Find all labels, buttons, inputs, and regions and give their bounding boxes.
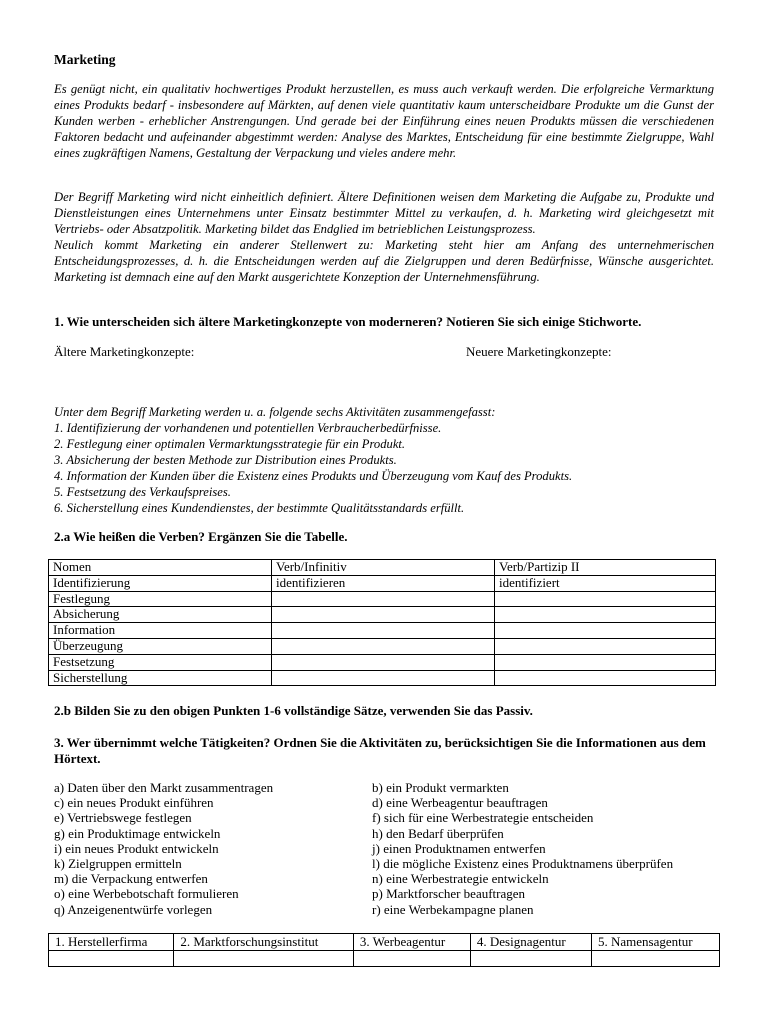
task-row <box>54 886 714 901</box>
participle-cell[interactable] <box>495 654 716 670</box>
newer-concepts-label: Neuere Marketingkonzepte: <box>466 344 612 359</box>
definition-paragraph <box>54 189 714 285</box>
task-row <box>54 902 714 917</box>
task-item: o) eine Werbebotschaft formulieren <box>54 886 239 902</box>
activity-item: 3. Absicherung der besten Methode zur Distribution eines Produkts. <box>54 453 397 467</box>
activity-item: 6. Sicherstellung eines Kundendienstes, der bestimmte Qualitätsstandards erfüllt. <box>54 501 465 515</box>
task-row <box>54 856 714 871</box>
answer-cell[interactable] <box>49 950 174 967</box>
header-cell: 1. Herstellerfirma <box>49 934 174 951</box>
answer-cell[interactable] <box>470 950 591 967</box>
participle-cell[interactable]: identifiziert <box>495 575 716 591</box>
infinitive-cell[interactable] <box>272 607 495 623</box>
activities-list <box>54 404 714 516</box>
noun-cell: Festlegung <box>49 591 272 607</box>
intro-text: Es genügt nicht, ein qualitativ hochwertiges Produkt herzustellen, es muss auch verkauft werden. Die erfolgreiche Vermarktung eines Produkts bedarf - insbesondere auf Märkten, auf denen viele quantitativ kaum unterscheidbare Produkte um die Gunst der Kunden werben - erheblicher Anstrengungen. Und gerade bei der Einführung eines neuen Produkts müssen die verschiedenen Faktoren bedacht und aufeinander abgestimmt werden: Analyse des Marktes, Entscheidung für eine bestimmte Zielgruppe, Wahl eines zugkräftigen Namens, Gestaltung der Verpackung und vieles andere mehr. <box>54 82 714 160</box>
infinitive-cell[interactable]: identifizieren <box>272 575 495 591</box>
noun-cell: Information <box>49 623 272 639</box>
task-item: r) eine Werbekampagne planen <box>372 901 534 917</box>
task-row <box>54 780 714 795</box>
task-item: e) Vertriebswege festlegen <box>54 810 192 826</box>
noun-cell: Sicherstellung <box>49 670 272 686</box>
header-cell: 3. Werbeagentur <box>353 934 470 951</box>
task-item: g) ein Produktimage entwickeln <box>54 825 221 841</box>
definition-text-older: Der Begriff Marketing wird nicht einheitlich definiert. Ältere Definitionen weisen dem Marketing die Aufgabe zu, Produkte und Dienstleistungen eines Unternehmens unter Einsatz bestimmter Mittel zu verkaufen, d. h. Marketing wird gleichgesetzt mit Vertriebs- oder Absatzpolitik. Marketing bildet das Endglied im betrieblichen Leistungsprozess. <box>54 190 714 236</box>
task-row <box>54 871 714 886</box>
table-row <box>49 591 716 607</box>
intro-paragraph <box>54 81 714 161</box>
table-row <box>49 623 716 639</box>
header-cell: 4. Designagentur <box>470 934 591 951</box>
answer-cell[interactable] <box>174 950 354 967</box>
participle-cell[interactable] <box>495 607 716 623</box>
header-cell: Verb/Infinitiv <box>272 560 495 576</box>
task-row <box>54 810 714 825</box>
question-2b: 2.b Bilden Sie zu den obigen Punkten 1-6 vollständige Sätze, verwenden Sie das Passiv. <box>54 703 533 718</box>
definition-text-newer: Neulich kommt Marketing ein anderer Stellenwert zu: Marketing steht hier am Anfang des unternehmerischen Entscheidungsprozesses, d. h. die Entscheidungen werden auf die Zielgruppen und deren Bedürfnisse, Wünsche ausgerichtet. Marketing ist demnach eine auf den Markt ausgerichtete Konzeption der Unternehmensführung. <box>54 238 714 284</box>
activities-intro: Unter dem Begriff Marketing werden u. a. folgende sechs Aktivitäten zusammengefasst: <box>54 405 496 419</box>
question-1: 1. Wie unterscheiden sich ältere Marketingkonzepte von moderneren? Notieren Sie sich einige Stichworte. <box>54 314 642 329</box>
task-item: n) eine Werbestrategie entwickeln <box>372 871 549 887</box>
task-item: d) eine Werbeagentur beauftragen <box>372 795 548 811</box>
noun-cell: Überzeugung <box>49 638 272 654</box>
infinitive-cell[interactable] <box>272 670 495 686</box>
task-item: l) die mögliche Existenz eines Produktnamens überprüfen <box>372 855 674 871</box>
answer-cell[interactable] <box>353 950 470 967</box>
task-item: m) die Verpackung entwerfen <box>54 871 208 887</box>
concepts-labels <box>54 344 714 360</box>
task-item: p) Marktforscher beauftragen <box>372 886 526 902</box>
task-item: b) ein Produkt vermarkten <box>372 780 509 795</box>
infinitive-cell[interactable] <box>272 623 495 639</box>
task-item: j) einen Produktnamen entwerfen <box>372 840 546 856</box>
verb-table-header-row <box>49 560 716 576</box>
table-row <box>49 670 716 686</box>
task-item: c) ein neues Produkt einführen <box>54 795 214 811</box>
table-row <box>49 575 716 591</box>
task-item: i) ein neues Produkt entwickeln <box>54 840 219 856</box>
activity-item: 5. Festsetzung des Verkaufspreises. <box>54 485 231 499</box>
task-item: h) den Bedarf überprüfen <box>372 825 504 841</box>
noun-cell: Absicherung <box>49 607 272 623</box>
participle-cell[interactable] <box>495 638 716 654</box>
noun-cell: Festsetzung <box>49 654 272 670</box>
task-row <box>54 826 714 841</box>
activity-item: 2. Festlegung einer optimalen Vermarktungsstrategie für ein Produkt. <box>54 437 406 451</box>
table-row <box>49 638 716 654</box>
assignment-header-row <box>49 934 720 951</box>
noun-cell: Identifizierung <box>49 575 272 591</box>
task-item: f) sich für eine Werbestrategie entscheiden <box>372 810 594 826</box>
question-2a: 2.a Wie heißen die Verben? Ergänzen Sie die Tabelle. <box>54 529 348 544</box>
header-cell: Nomen <box>49 560 272 576</box>
page-title: Marketing <box>54 52 116 67</box>
answer-cell[interactable] <box>591 950 719 967</box>
task-item: k) Zielgruppen ermitteln <box>54 855 182 871</box>
participle-cell[interactable] <box>495 591 716 607</box>
activity-item: 1. Identifizierung der vorhandenen und potentiellen Verbraucherbedürfnisse. <box>54 421 442 435</box>
table-row <box>49 654 716 670</box>
participle-cell[interactable] <box>495 670 716 686</box>
older-concepts-label: Ältere Marketingkonzepte: <box>54 344 195 359</box>
activity-item: 4. Information der Kunden über die Existenz eines Produkts und Überzeugung vom Kauf des Produkts. <box>54 469 573 483</box>
header-cell: 5. Namensagentur <box>591 934 719 951</box>
assignment-table <box>48 933 720 967</box>
task-item: q) Anzeigenentwürfe vorlegen <box>54 901 213 917</box>
infinitive-cell[interactable] <box>272 638 495 654</box>
participle-cell[interactable] <box>495 623 716 639</box>
task-list <box>54 780 714 917</box>
infinitive-cell[interactable] <box>272 654 495 670</box>
table-row <box>49 607 716 623</box>
task-item: a) Daten über den Markt zusammentragen <box>54 780 274 795</box>
assignment-answer-row <box>49 950 720 967</box>
question-3: 3. Wer übernimmt welche Tätigkeiten? Ordnen Sie die Aktivitäten zu, berücksichtigen Sie die Informationen aus dem Hörtext. <box>54 735 706 766</box>
task-row <box>54 841 714 856</box>
verb-table <box>48 559 716 686</box>
header-cell: 2. Marktforschungsinstitut <box>174 934 354 951</box>
header-cell: Verb/Partizip II <box>495 560 716 576</box>
task-row <box>54 795 714 810</box>
infinitive-cell[interactable] <box>272 591 495 607</box>
